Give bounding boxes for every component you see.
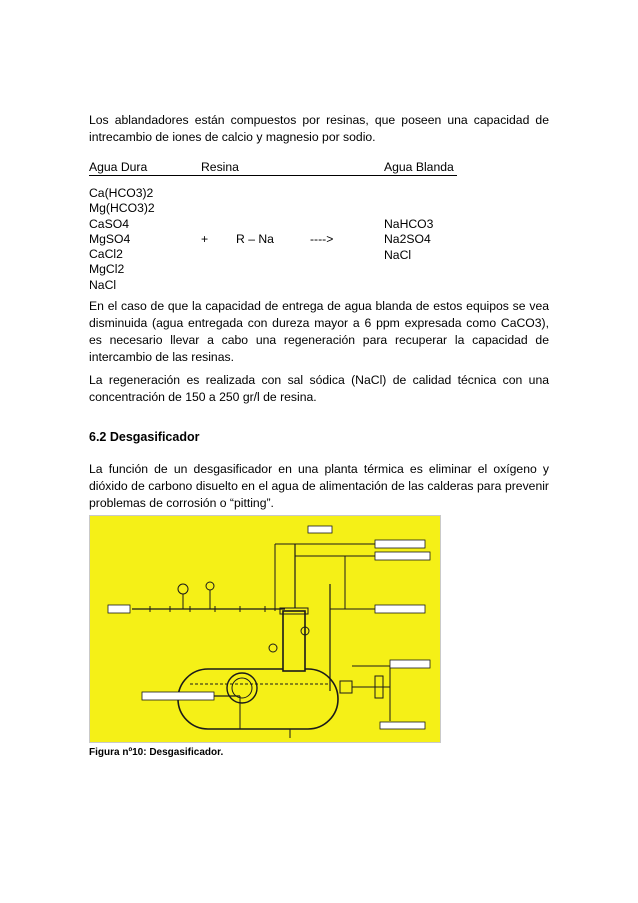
hard-water-compound: Ca(HCO3)2 — [89, 186, 154, 200]
label-box — [308, 526, 332, 533]
instrument-gauge — [178, 584, 188, 594]
label-box — [375, 605, 425, 613]
section-heading: 6.2 Desgasificador — [89, 430, 200, 444]
figure-caption: Figura nº10: Desgasificador. — [89, 747, 224, 758]
label-box — [142, 692, 214, 700]
soft-water-compound: Na2SO4 — [384, 232, 431, 247]
instrument-gauge — [269, 644, 277, 652]
reaction-arrow: ----> — [310, 232, 334, 246]
hard-water-compound: MgCl2 — [89, 262, 125, 277]
soft-water-compound: NaHCO3 — [384, 217, 434, 231]
label-box — [380, 722, 425, 729]
intro-paragraph: Los ablandadores están compuestos por resinas, que poseen una capacidad de intrecambio de iones de calcio y magnesio por sodio. — [89, 113, 549, 144]
header-resin: Resina — [201, 160, 239, 174]
hard-water-list — [89, 186, 155, 293]
soft-water-compound: NaCl — [384, 247, 412, 262]
hard-water-compound: NaCl — [89, 277, 117, 292]
hard-water-compound: CaSO4 — [89, 216, 129, 231]
hard-water-compound: Mg(HCO3)2 — [89, 201, 155, 216]
pump-box — [340, 681, 352, 693]
header-soft-water: Agua Blanda — [384, 160, 454, 174]
label-box — [108, 605, 130, 613]
label-box — [390, 660, 430, 668]
hard-water-compound: MgSO4 — [89, 231, 131, 246]
hard-water-compound: CaCl2 — [89, 247, 123, 262]
instrument-gauge — [206, 582, 214, 590]
regeneration-paragraph: La regeneración es realizada con sal sódica (NaCl) de calidad técnica con una concentración de 150 a 250 gr/l de resina. — [89, 373, 549, 404]
table-header-underline — [89, 175, 457, 176]
resin-formula: R – Na — [236, 232, 274, 246]
plus-sign: + — [201, 232, 209, 246]
soft-water-list — [384, 217, 433, 263]
label-box — [375, 540, 425, 548]
degasifier-diagram — [90, 516, 440, 742]
deaerator-column — [283, 611, 305, 671]
header-hard-water: Agua Dura — [89, 160, 148, 174]
degasifier-figure — [89, 515, 441, 743]
degasifier-paragraph: La función de un desgasificador en una planta térmica es eliminar el oxígeno y dióxido de carbono disuelto en el agua de alimentación de las calderas para prevenir problemas de corrosión o “pitting”. — [89, 462, 549, 510]
label-box — [375, 552, 430, 560]
capacity-paragraph: En el caso de que la capacidad de entrega de agua blanda de estos equipos se vea disminuida (agua entregada con dureza mayor a 6 ppm expresada como CaCO3), es necesario llevar a cabo una regeneración para recuperar la capacidad de intercambio de las resinas. — [89, 299, 549, 364]
